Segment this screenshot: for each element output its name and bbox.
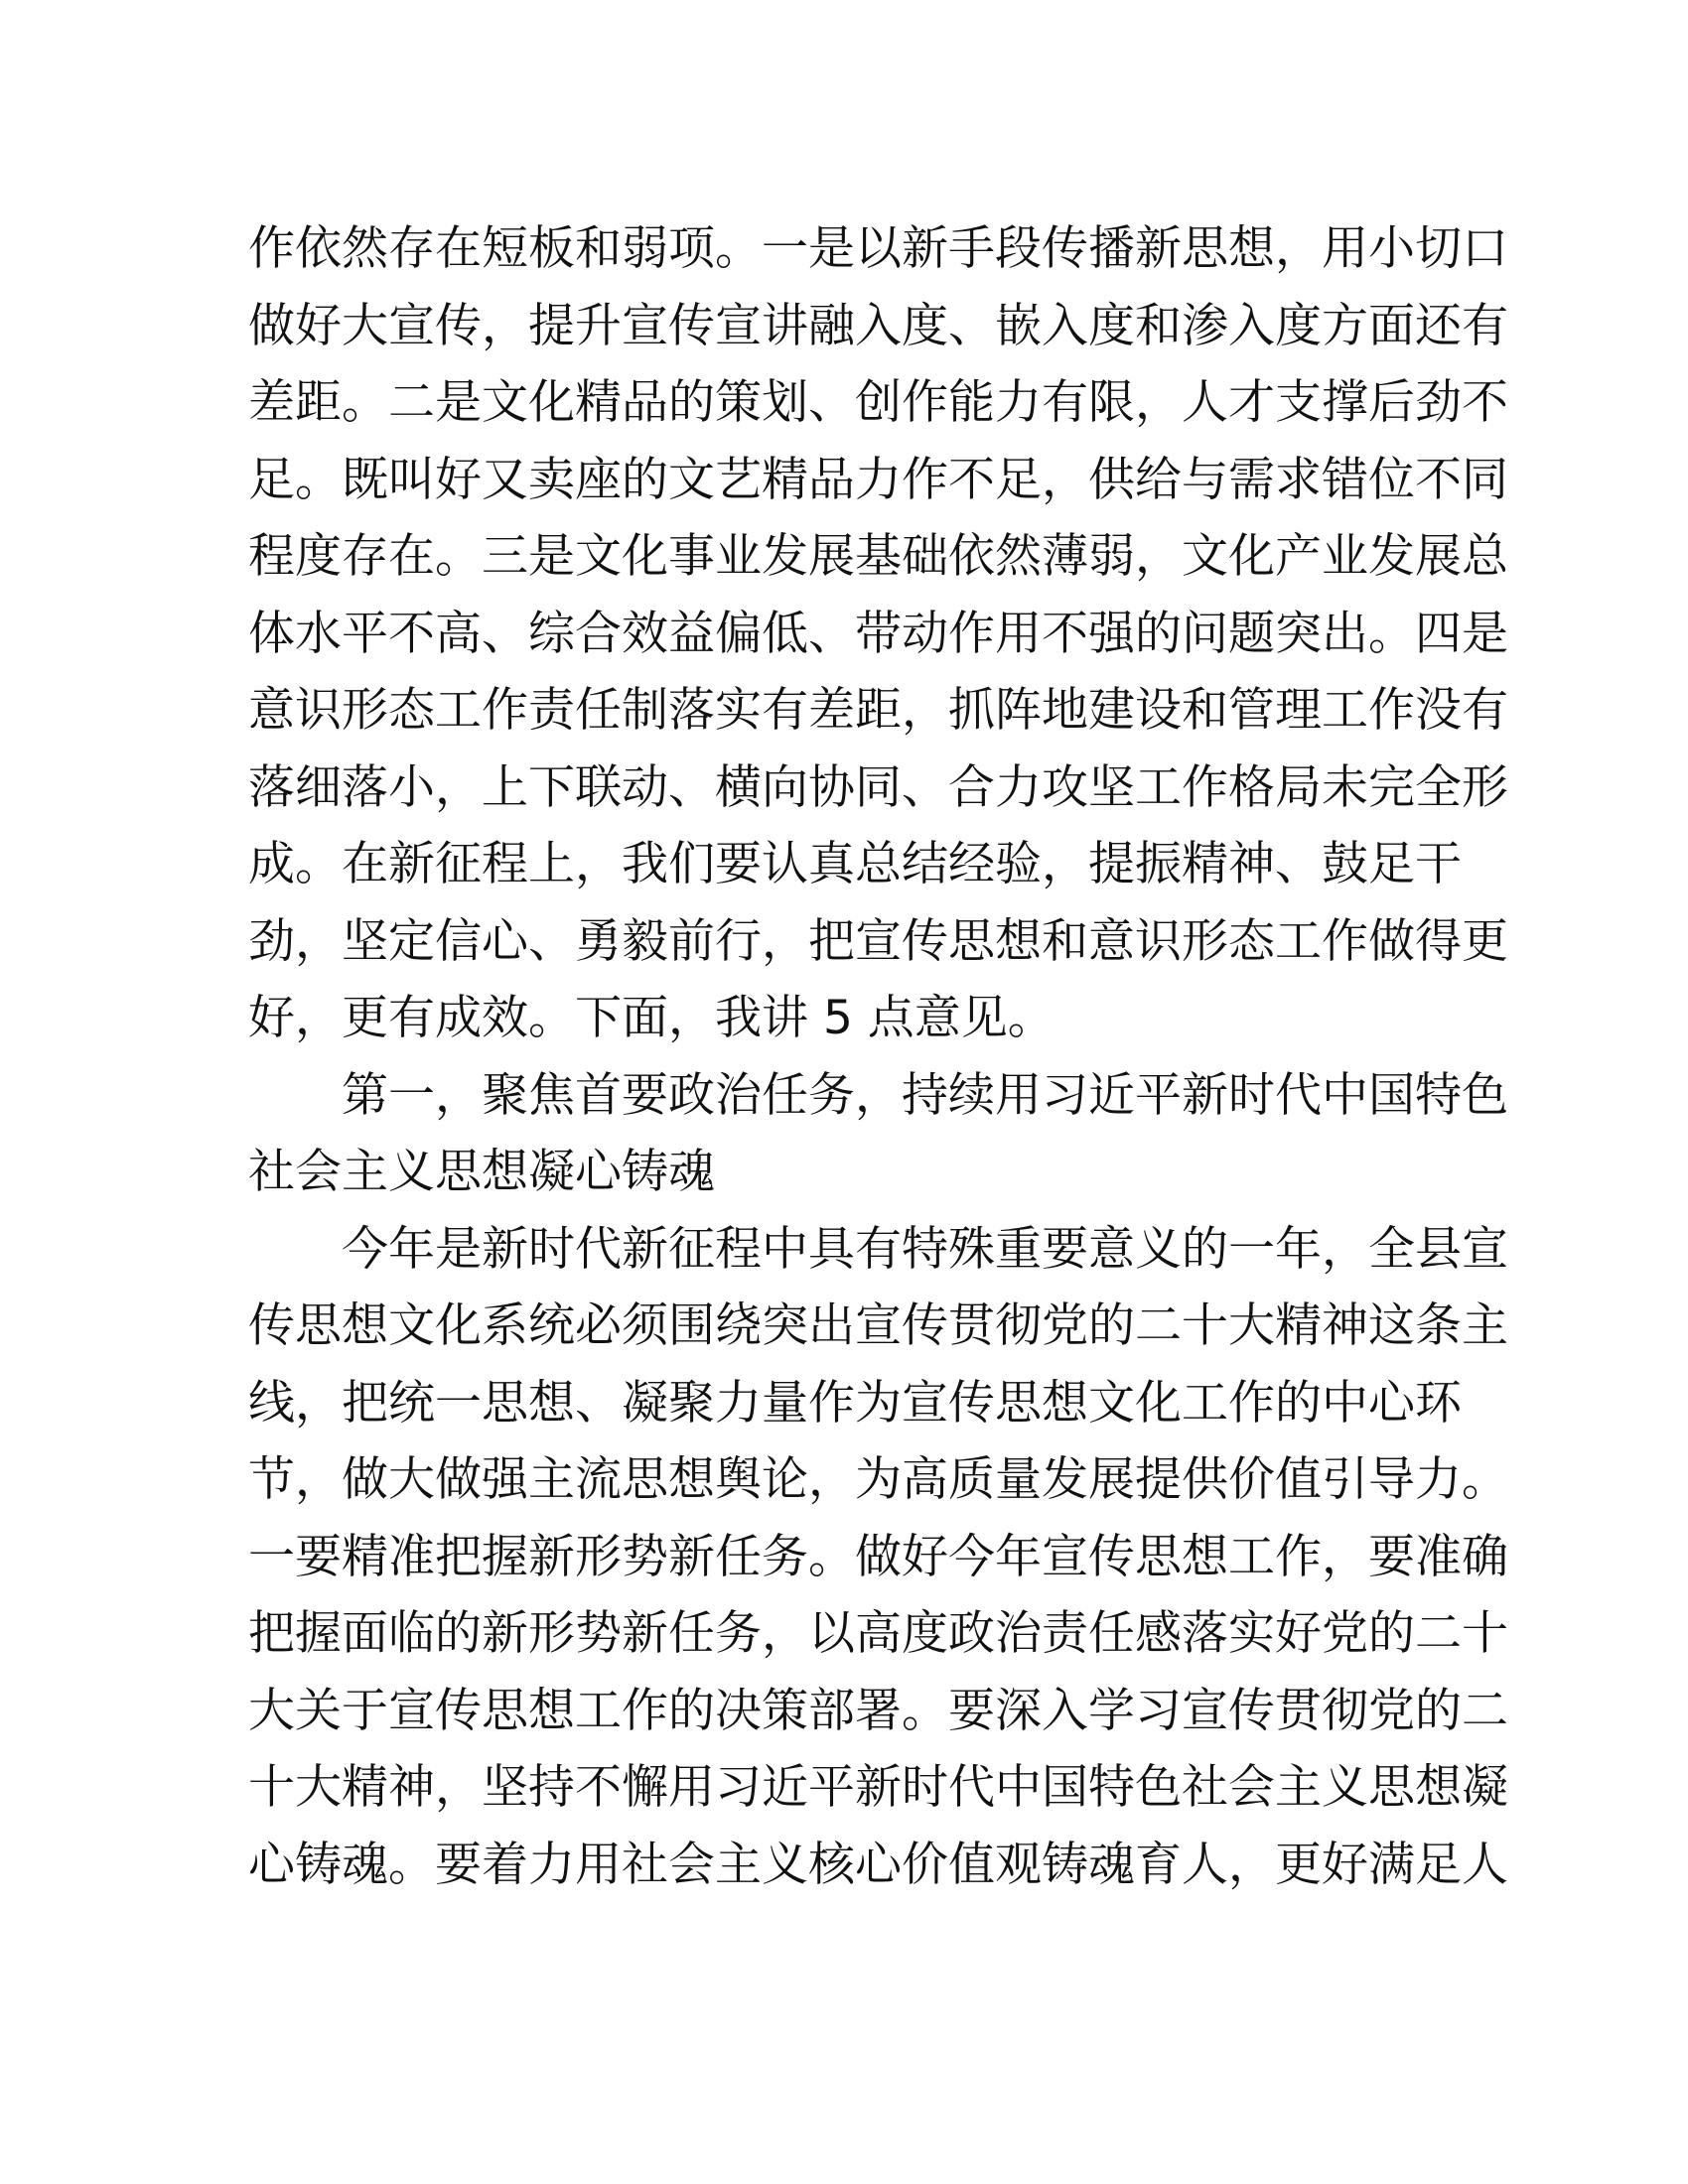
text-line: 意识形态工作责任制落实有差距，抓阵地建设和管理工作没有 [248, 683, 1508, 738]
text-line: 一要精准把握新形势新任务。做好今年宣传思想工作，要准确 [248, 1529, 1508, 1584]
text-line: 把握面临的新形势新任务，以高度政治责任感落实好党的二十 [248, 1606, 1508, 1661]
text-line: 做好大宣传，提升宣传宣讲融入度、嵌入度和渗入度方面还有 [248, 298, 1508, 353]
text-line: 今年是新时代新征程中具有特殊重要意义的一年，全县宣 [342, 1221, 1508, 1277]
text-line: 节，做大做强主流思想舆论，为高质量发展提供价值引导力。 [248, 1452, 1508, 1507]
text-line: 心铸魂。要着力用社会主义核心价值观铸魂育人，更好满足人 [248, 1837, 1508, 1892]
text-line: 大关于宣传思想工作的决策部署。要深入学习宣传贯彻党的二 [248, 1683, 1508, 1738]
text-line: 足。既叫好又卖座的文艺精品力作不足，供给与需求错位不同 [248, 452, 1508, 507]
text-line: 传思想文化系统必须围绕突出宣传贯彻党的二十大精神这条主 [248, 1298, 1508, 1353]
text-line: 落细落小，上下联动、横向协同、合力攻坚工作格局未完全形 [248, 759, 1508, 815]
text-line: 十大精神，坚持不懈用习近平新时代中国特色社会主义思想凝 [248, 1760, 1508, 1815]
section-heading-line: 第一，聚焦首要政治任务，持续用习近平新时代中国特色 [342, 1067, 1508, 1123]
body-text [248, 210, 1508, 1903]
text-line: 劲，坚定信心、勇毅前行，把宣传思想和意识形态工作做得更 [248, 913, 1508, 969]
text-line: 程度存在。三是文化事业发展基础依然薄弱，文化产业发展总 [248, 529, 1508, 584]
text-line: 作依然存在短板和弱项。一是以新手段传播新思想，用小切口 [248, 221, 1508, 276]
text-line: 差距。二是文化精品的策划、创作能力有限，人才支撑后劲不 [248, 375, 1508, 430]
text-line: 成。在新征程上，我们要认真总结经验，提振精神、鼓足干 [248, 837, 1462, 891]
text-line: 好，更有成效。下面，我讲 5 点意见。 [248, 991, 1055, 1045]
section-heading-line: 社会主义思想凝心铸魂 [248, 1145, 715, 1199]
text-line: 线，把统一思想、凝聚力量作为宣传思想文化工作的中心环 [248, 1375, 1462, 1431]
text-line: 体水平不高、综合效益偏低、带动作用不强的问题突出。四是 [248, 606, 1508, 661]
